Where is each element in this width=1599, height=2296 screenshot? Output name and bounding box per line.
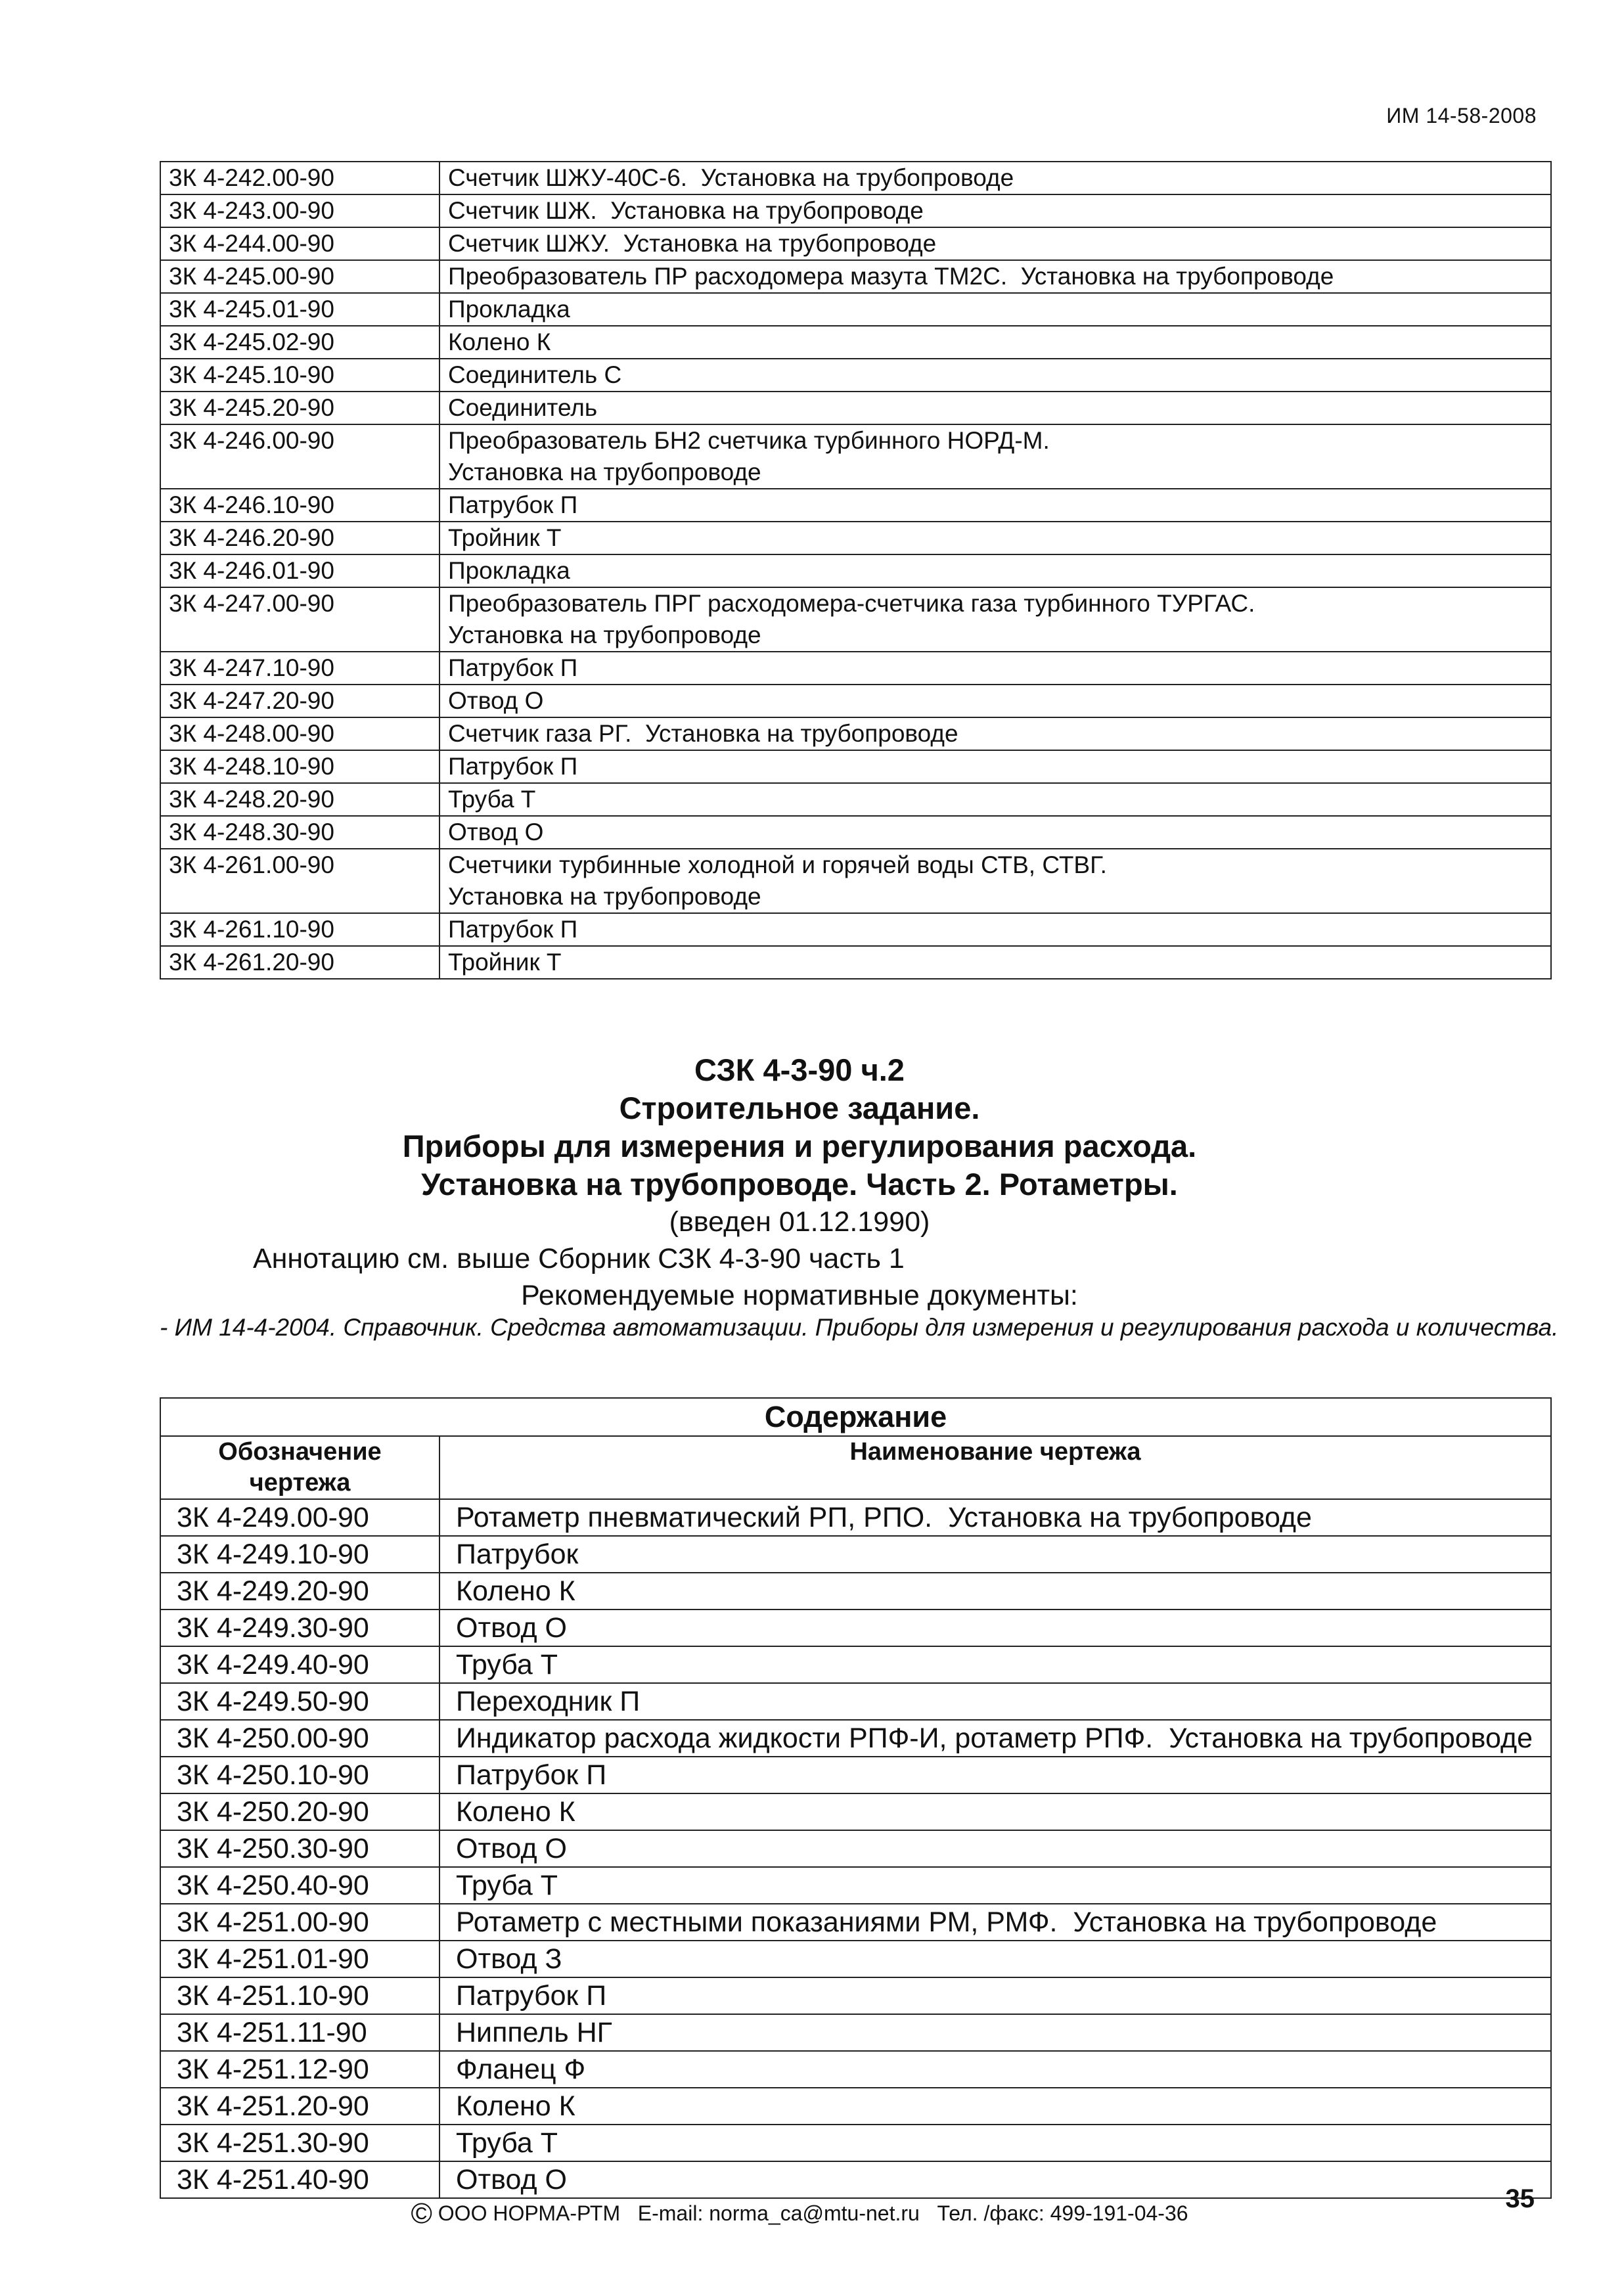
drawing-code: 3К 4-243.00-90 [160, 194, 439, 227]
drawing-name-line: Патрубок П [448, 654, 578, 681]
drawing-name [439, 1941, 1551, 1977]
table-row [160, 816, 1551, 849]
table-row [160, 489, 1551, 522]
drawing-code: 3К 4-246.10-90 [160, 489, 439, 522]
drawing-name [439, 1646, 1551, 1683]
drawing-name [439, 1609, 1551, 1646]
drawing-code: 3К 4-251.40-90 [160, 2161, 439, 2198]
drawing-code: 3К 4-245.20-90 [160, 392, 439, 424]
drawing-code: 3К 4-249.00-90 [160, 1499, 439, 1536]
table-row [160, 1904, 1551, 1941]
drawing-name-line: Счетчик ШЖ. Установка на трубопроводе [448, 197, 924, 224]
drawing-name-line: Колено К [448, 328, 551, 355]
table-row [160, 392, 1551, 424]
section-heading [0, 1051, 1599, 1314]
drawing-name [439, 162, 1551, 194]
drawing-name [439, 2161, 1551, 2198]
drawing-name-line: Патрубок П [448, 491, 578, 518]
table-row [160, 522, 1551, 554]
drawing-name [439, 1720, 1551, 1757]
drawing-name [439, 652, 1551, 685]
drawing-name-line: Соединитель [448, 394, 598, 421]
drawing-name-line: Ротаметр с местными показаниями РМ, РМФ. Установка на трубопроводе [456, 1906, 1437, 1938]
drawing-code: 3К 4-247.10-90 [160, 652, 439, 685]
drawing-code: 3К 4-248.00-90 [160, 717, 439, 750]
page-number: 35 [1505, 2184, 1535, 2213]
table-row [160, 2125, 1551, 2161]
drawing-name-line: Отвод О [456, 2164, 567, 2195]
drawing-code: 3К 4-248.10-90 [160, 750, 439, 783]
table-row [160, 652, 1551, 685]
document-code: ИМ 14-58-2008 [1386, 104, 1537, 127]
drawing-name-line: Колено К [456, 1796, 575, 1828]
drawing-name [439, 946, 1551, 979]
drawing-name-line: Труба Т [456, 2127, 558, 2159]
drawing-name-line: Установка на трубопроводе [448, 883, 761, 910]
drawing-name [439, 1683, 1551, 1720]
drawing-code: 3К 4-249.40-90 [160, 1646, 439, 1683]
drawing-name [439, 1793, 1551, 1830]
drawing-code: 3К 4-250.30-90 [160, 1830, 439, 1867]
drawing-name-line: Счетчик газа РГ. Установка на трубопроводе [448, 720, 958, 747]
drawing-name-line: Преобразователь ПРГ расходомера-счетчика газа турбинного ТУРГАС. [448, 590, 1255, 617]
drawing-code: 3К 4-251.01-90 [160, 1941, 439, 1977]
drawing-name [439, 1867, 1551, 1904]
email-contact: E-mail: norma_ca@mtu-net.ru [637, 2201, 920, 2225]
drawing-name [439, 1904, 1551, 1941]
drawing-name-line: Труба Т [456, 1870, 558, 1901]
section-title: Строительное задание. [619, 1091, 980, 1125]
drawing-name-line: Патрубок П [456, 1759, 607, 1791]
copyright-icon: © [411, 2197, 432, 2230]
drawing-name-line: Патрубок П [448, 753, 578, 780]
contents-caption: Содержание [160, 1398, 1551, 1436]
drawing-code: 3К 4-246.01-90 [160, 554, 439, 587]
table-row [160, 750, 1551, 783]
drawing-name-line: Установка на трубопроводе [448, 621, 761, 648]
table-row [160, 1830, 1551, 1867]
drawing-name [439, 227, 1551, 260]
table-row [160, 685, 1551, 717]
section-subtitle: Приборы для измерения и регулирования расхода. [402, 1129, 1197, 1163]
drawing-name [439, 1499, 1551, 1536]
drawing-name-line: Ротаметр пневматический РП, РПО. Установка на трубопроводе [456, 1502, 1312, 1533]
table-row [160, 2088, 1551, 2125]
drawing-name-line: Отвод О [456, 1612, 567, 1644]
drawing-name-line: Отвод О [448, 687, 544, 714]
table-row [160, 260, 1551, 293]
table-row [160, 554, 1551, 587]
annotation-note: Аннотацию см. выше Сборник СЗК 4-3-90 часть 1 [253, 1243, 905, 1274]
table-row [160, 1573, 1551, 1609]
drawing-code: 3К 4-251.10-90 [160, 1977, 439, 2014]
drawing-code: 3К 4-242.00-90 [160, 162, 439, 194]
drawing-name-line: Колено К [456, 2090, 575, 2122]
drawing-code: 3К 4-245.02-90 [160, 326, 439, 359]
drawing-name [439, 2088, 1551, 2125]
drawing-code: 3К 4-246.00-90 [160, 424, 439, 489]
drawing-name-line: Индикатор расхода жидкости РПФ-И, ротаметр РПФ. Установка на трубопроводе [456, 1722, 1533, 1754]
table-row [160, 359, 1551, 392]
table-row [160, 424, 1551, 489]
drawing-name [439, 913, 1551, 946]
drawing-name [439, 194, 1551, 227]
drawing-code: 3К 4-250.20-90 [160, 1793, 439, 1830]
drawing-name [439, 293, 1551, 326]
drawing-code: 3К 4-251.00-90 [160, 1904, 439, 1941]
drawing-name [439, 489, 1551, 522]
table-row [160, 1941, 1551, 1977]
drawing-name-line: Преобразователь БН2 счетчика турбинного НОРД-М. [448, 427, 1050, 454]
table-row [160, 326, 1551, 359]
table-row [160, 913, 1551, 946]
drawing-name-line: Прокладка [448, 557, 570, 584]
drawing-name [439, 2014, 1551, 2051]
drawing-code: 3К 4-247.00-90 [160, 587, 439, 652]
table-row [160, 1867, 1551, 1904]
drawing-name [439, 359, 1551, 392]
table-row [160, 1757, 1551, 1793]
page-footer [0, 2197, 1599, 2230]
drawing-name-line: Отвод О [448, 819, 544, 845]
drawing-name [439, 1573, 1551, 1609]
drawing-name-line: Патрубок [456, 1539, 579, 1570]
drawing-name-line: Фланец Ф [456, 2054, 586, 2085]
drawing-name-line: Отвод З [456, 1943, 562, 1975]
table-row [160, 1793, 1551, 1830]
table-row [160, 194, 1551, 227]
table-row [160, 1646, 1551, 1683]
drawing-name-line: Установка на трубопроводе [448, 459, 761, 485]
table-row [160, 587, 1551, 652]
drawing-code: 3К 4-249.50-90 [160, 1683, 439, 1720]
drawing-name [439, 816, 1551, 849]
contents-table [160, 1397, 1552, 2199]
company-name: ООО НОРМА-РТМ [438, 2201, 621, 2225]
drawing-code: 3К 4-248.20-90 [160, 783, 439, 816]
drawing-code: 3К 4-251.30-90 [160, 2125, 439, 2161]
drawing-code: 3К 4-245.01-90 [160, 293, 439, 326]
drawing-name-line: Ниппель НГ [456, 2017, 612, 2048]
drawing-name [439, 424, 1551, 489]
drawing-code: 3К 4-246.20-90 [160, 522, 439, 554]
drawing-code: 3К 4-251.11-90 [160, 2014, 439, 2051]
table-row [160, 1536, 1551, 1573]
drawing-name [439, 750, 1551, 783]
drawing-name [439, 1977, 1551, 2014]
drawing-name-line: Счетчики турбинные холодной и горячей воды СТВ, СТВГ. [448, 851, 1107, 878]
drawing-name-line: Труба Т [448, 786, 536, 813]
drawing-code: 3К 4-251.20-90 [160, 2088, 439, 2125]
drawing-code: 3К 4-245.00-90 [160, 260, 439, 293]
table-row [160, 849, 1551, 913]
drawing-name [439, 1536, 1551, 1573]
drawing-code: 3К 4-261.20-90 [160, 946, 439, 979]
drawing-name [439, 2051, 1551, 2088]
section-code: СЗК 4-3-90 ч.2 [694, 1052, 905, 1087]
drawing-code: 3К 4-245.10-90 [160, 359, 439, 392]
drawing-code: 3К 4-251.12-90 [160, 2051, 439, 2088]
drawing-name [439, 522, 1551, 554]
phone-fax: Тел. /факс: 499-191-04-36 [937, 2201, 1188, 2225]
table-row [160, 293, 1551, 326]
drawings-table-part1 [160, 161, 1552, 979]
drawing-name-line: Тройник Т [448, 524, 562, 551]
table-row [160, 946, 1551, 979]
table-row [160, 1720, 1551, 1757]
normative-docs-heading: Рекомендуемые нормативные документы: [521, 1280, 1078, 1311]
drawing-code: 3К 4-249.10-90 [160, 1536, 439, 1573]
col-header-name: Наименование чертежа [439, 1436, 1551, 1499]
drawing-code: 3К 4-261.10-90 [160, 913, 439, 946]
introduced-date: (введен 01.12.1990) [669, 1206, 930, 1238]
drawing-name-line: Патрубок П [448, 916, 578, 943]
table-row [160, 1683, 1551, 1720]
drawing-name [439, 685, 1551, 717]
drawing-name [439, 2125, 1551, 2161]
drawing-name [439, 849, 1551, 913]
table-row [160, 162, 1551, 194]
drawing-code: 3К 4-250.10-90 [160, 1757, 439, 1793]
drawing-name-line: Счетчик ШЖУ. Установка на трубопроводе [448, 230, 937, 257]
drawing-name-line: Колено К [456, 1575, 575, 1607]
drawing-name [439, 717, 1551, 750]
drawing-code: 3К 4-250.00-90 [160, 1720, 439, 1757]
drawing-name [439, 587, 1551, 652]
section-part-title: Установка на трубопроводе. Часть 2. Ротаметры. [421, 1167, 1178, 1202]
drawing-code: 3К 4-250.40-90 [160, 1867, 439, 1904]
drawing-code: 3К 4-249.30-90 [160, 1609, 439, 1646]
table-row [160, 783, 1551, 816]
drawing-name-line: Тройник Т [448, 949, 562, 976]
drawing-code: 3К 4-247.20-90 [160, 685, 439, 717]
table-row [160, 1609, 1551, 1646]
drawing-name [439, 392, 1551, 424]
table-row [160, 2051, 1551, 2088]
table-row [160, 1499, 1551, 1536]
drawing-name-line: Труба Т [456, 1649, 558, 1680]
table-row [160, 2161, 1551, 2198]
drawing-name-line: Патрубок П [456, 1980, 607, 2012]
table-row [160, 2014, 1551, 2051]
drawing-name-line: Отвод О [456, 1833, 567, 1864]
drawing-name [439, 783, 1551, 816]
drawing-name-line: Счетчик ШЖУ-40С-6. Установка на трубопроводе [448, 164, 1014, 191]
table-row [160, 717, 1551, 750]
drawing-name [439, 554, 1551, 587]
drawing-name-line: Соединитель С [448, 361, 622, 388]
drawing-code: 3К 4-244.00-90 [160, 227, 439, 260]
drawing-name [439, 326, 1551, 359]
drawing-code: 3К 4-248.30-90 [160, 816, 439, 849]
normative-reference: - ИМ 14-4-2004. Справочник. Средства автоматизации. Приборы для измерения и регулирования расхода и количества. [160, 1314, 1559, 1341]
drawing-name-line: Преобразователь ПР расходомера мазута ТМ2С. Установка на трубопроводе [448, 263, 1334, 290]
drawing-name [439, 1830, 1551, 1867]
drawing-code: 3К 4-249.20-90 [160, 1573, 439, 1609]
drawing-code: 3К 4-261.00-90 [160, 849, 439, 913]
table-row [160, 227, 1551, 260]
col-header-code: Обозначение чертежа [160, 1436, 439, 1499]
drawing-name [439, 1757, 1551, 1793]
drawing-name-line: Переходник П [456, 1686, 641, 1717]
drawing-name-line: Прокладка [448, 296, 570, 323]
drawing-name [439, 260, 1551, 293]
table-row [160, 1977, 1551, 2014]
